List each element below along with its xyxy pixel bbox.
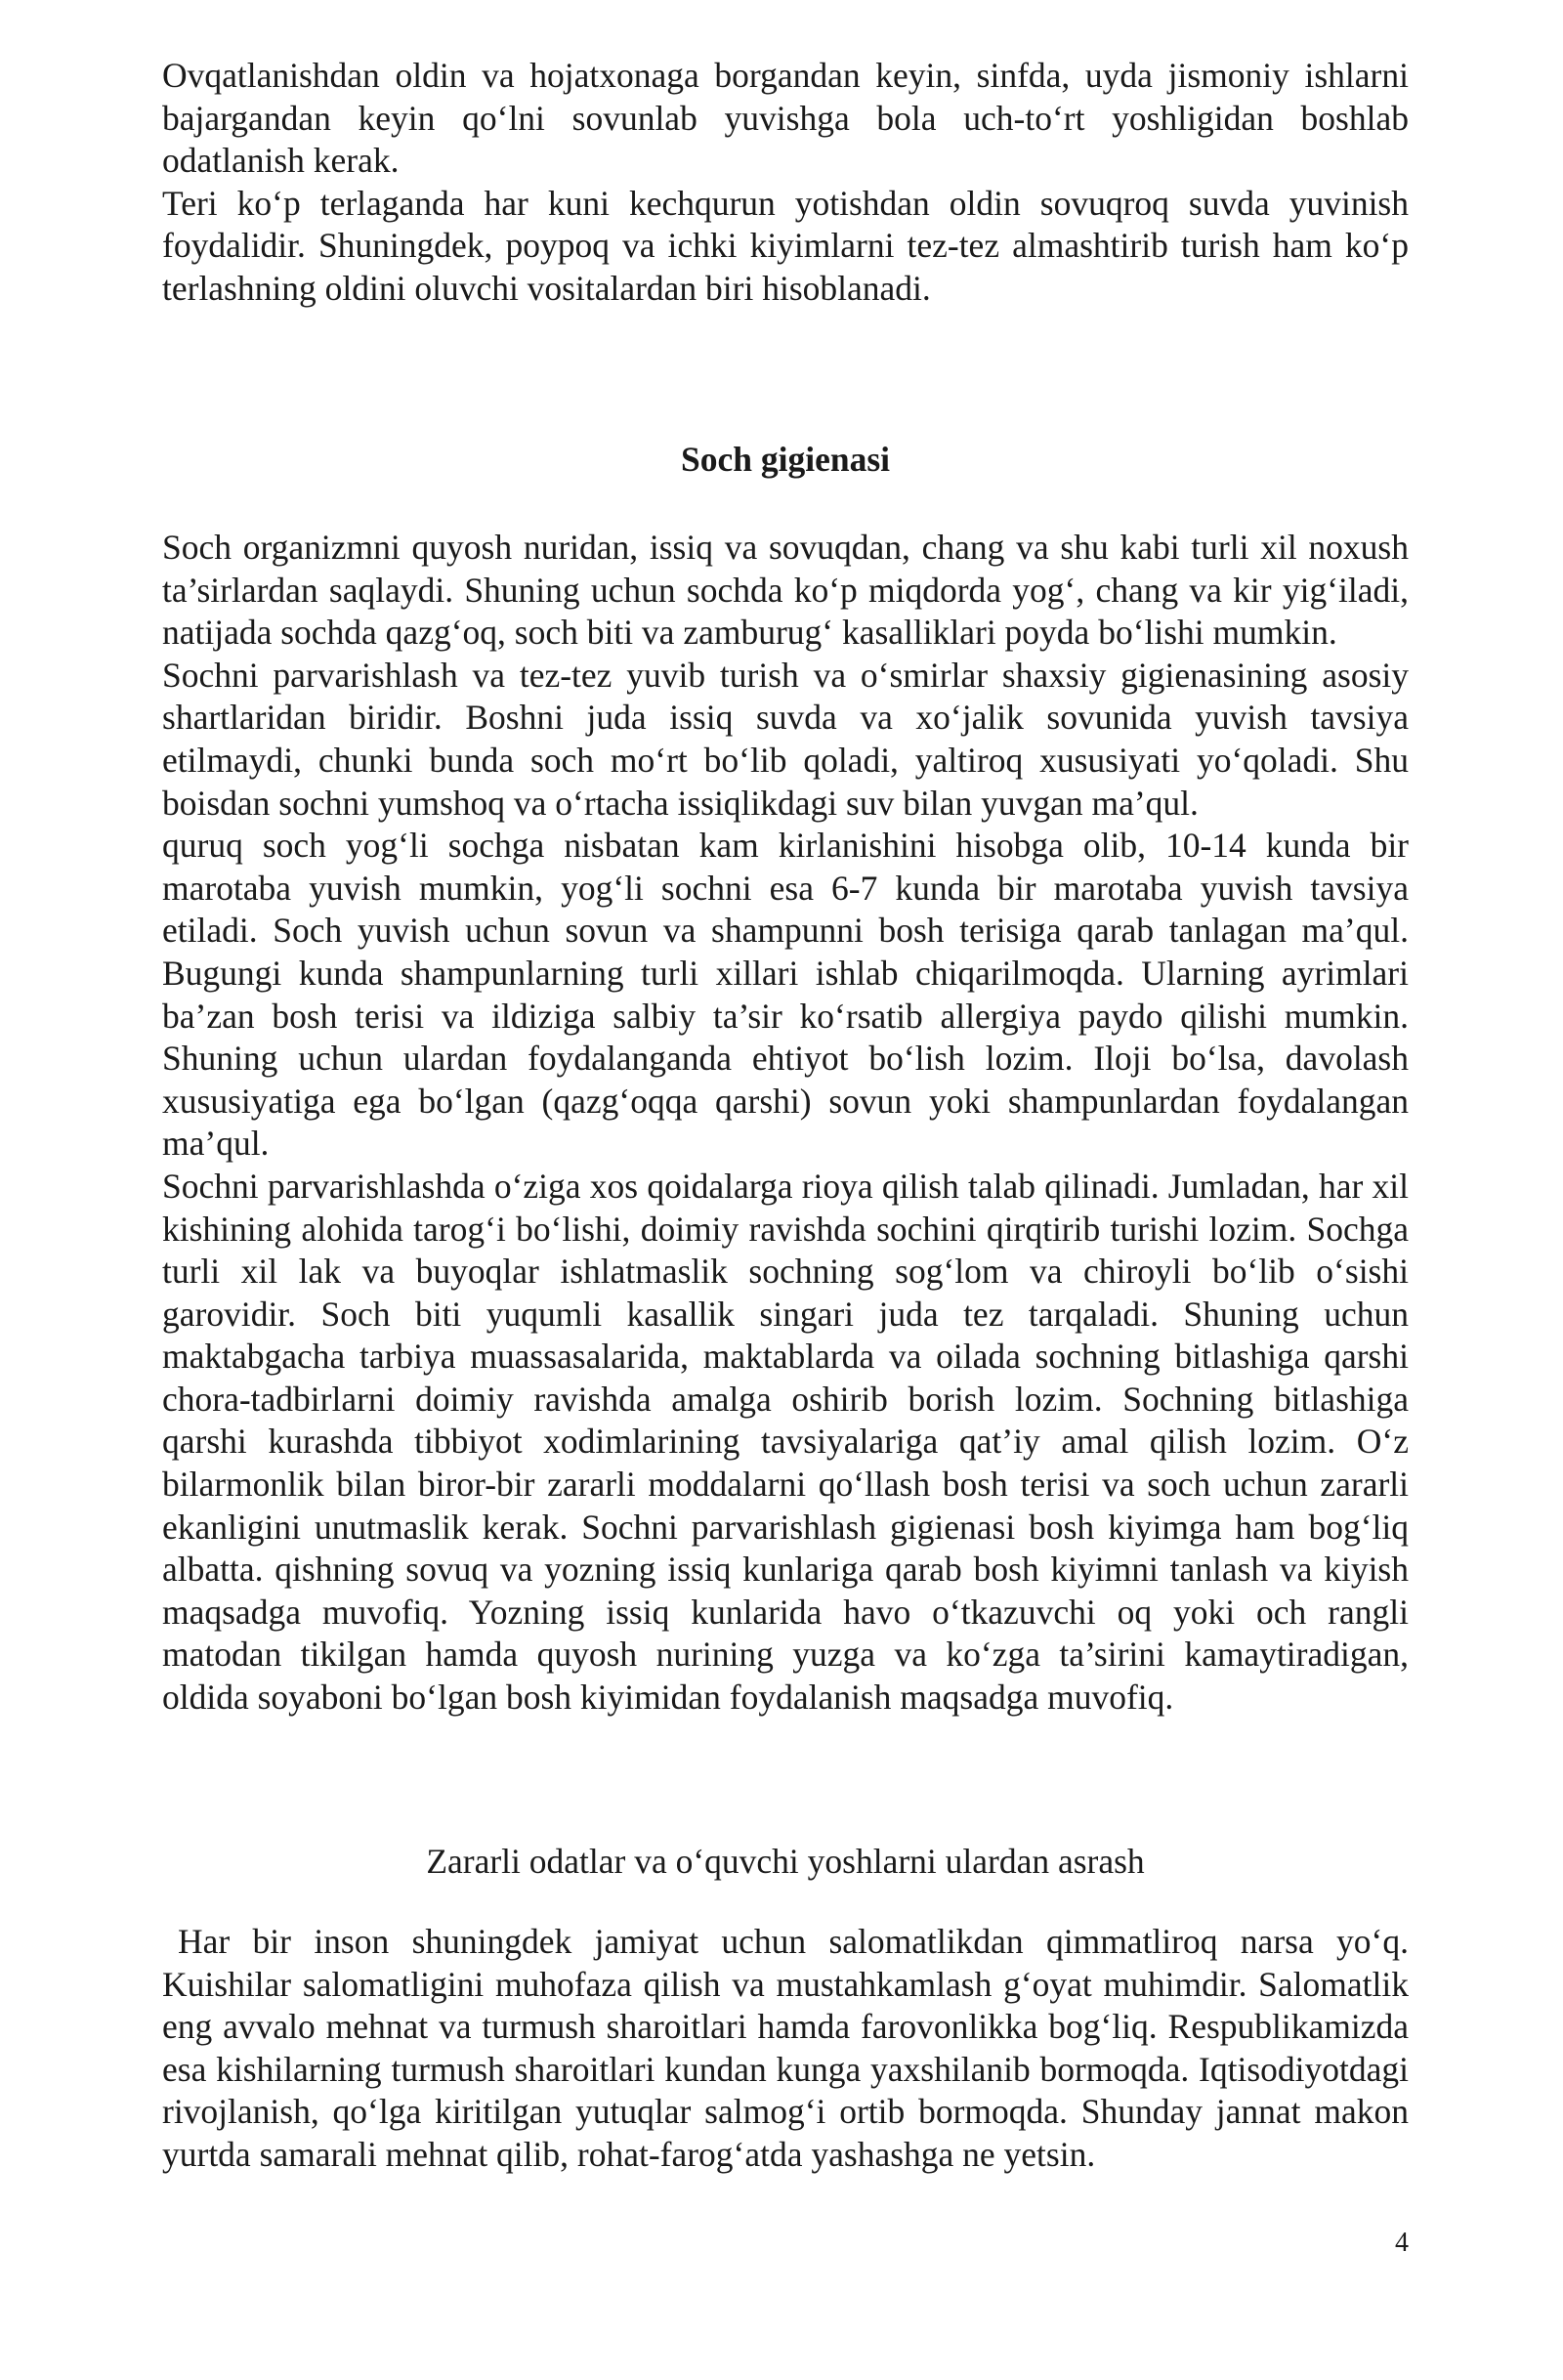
intro-block — [162, 55, 1409, 311]
intro-paragraph-1: Ovqatlanishdan oldin va hojatxonaga borgandan keyin, sinfda, uyda jismoniy ishlarni bajargandan keyin qo‘lni sovunlab yuvishga bola uch-to‘rt yoshligidan boshlab odatlanish kerak. — [162, 56, 1409, 181]
section-soch-gigienasi-body — [162, 527, 1409, 1720]
soch-paragraph-1: Soch organizmni quyosh nuridan, issiq va sovuqdan, chang va shu kabi turli xil noxush ta’sirlardan saqlaydi. Shuning uchun sochda ko‘p miqdorda yog‘, chang va kir yig‘iladi, natijada sochda qazg‘oq, soch biti va zamburug‘ kasalliklari poyda bo‘lishi mumkin. — [162, 528, 1409, 653]
soch-paragraph-2: Sochni parvarishlash va tez-tez yuvib turish va o‘smirlar shaxsiy gigienasining asosiy shartlaridan biridir. Boshni juda issiq suvda va xo‘jalik sovunida yuvish tavsiya etilmaydi, chunki bunda soch mo‘rt bo‘lib qoladi, yaltiroq xususiyati yo‘qoladi. Shu boisdan sochni yumshoq va o‘rtacha issiqlikdagi suv bilan yuvgan ma’qul. — [162, 655, 1409, 823]
intro-paragraph-2: Teri ko‘p terlaganda har kuni kechqurun yotishdan oldin sovuqroq suvda yuvinish foydalidir. Shuningdek, poypoq va ichki kiyimlarni tez-tez almashtirib turish ham ko‘p terlashning oldini oluvchi vositalardan biri hisoblanadi. — [162, 183, 1409, 308]
page-number: 4 — [1395, 2228, 1409, 2258]
section-heading-soch-gigienasi: Soch gigienasi — [680, 440, 891, 479]
soch-paragraph-3: quruq soch yog‘li sochga nisbatan kam kirlanishini hisobga olib, 10-14 kunda bir marotaba yuvish mumkin, yog‘li sochni esa 6-7 kunda bir marotaba yuvish tavsiya etiladi. Soch yuvish uchun sovun va shampunni bosh terisiga qarab tanlagan ma’qul. Bugungi kunda shampunlarning turli xillari ishlab chiqarilmoqda. Ularning ayrimlari ba’zan bosh terisi va ildiziga salbiy ta’sir ko‘rsatib allergiya paydo qilishi mumkin. Shuning uchun ulardan foydalanganda ehtiyot bo‘lish lozim. Iloji bo‘lsa, davolash xususiyatiga ega bo‘lgan (qazg‘oqqa qarshi) sovun yoki shampunlardan foydalangan ma’qul. — [162, 826, 1409, 1164]
section-zararli-odatlar-body — [162, 1921, 1409, 2177]
soch-paragraph-4: Sochni parvarishlashda o‘ziga xos qoidalarga rioya qilish talab qilinadi. Jumladan, har xil kishining alohida tarog‘i bo‘lishi, doimiy ravishda sochini qirqtirib turishi lozim. Sochga turli xil lak va buyoqlar ishlatmaslik sochning sog‘lom va chiroyli bo‘lib o‘sishi garovidir. Soch biti yuqumli kasallik singari juda tez tarqaladi. Shuning uchun maktabgacha tarbiya muassasalarida, maktablarda va oilada sochning bitlashiga qarshi chora-tadbirlarni doimiy ravishda amalga oshirib borish lozim. Sochning bitlashiga qarshi kurashda tibbiyot xodimlarining tavsiyalariga qat’iy amal qilish lozim. O‘z bilarmonlik bilan biror-bir zararli moddalarni qo‘llash bosh terisi va soch uchun zararli ekanligini unutmaslik kerak. Sochni parvarishlash gigienasi bosh kiyimga ham bog‘liq albatta. qishning sovuq va yozning issiq kunlariga qarab bosh kiyimni tanlash va kiyish maqsadga muvofiq. Yozning issiq kunlarida havo o‘tkazuvchi oq yoki och rangli matodan tikilgan hamda quyosh nurining yuzga va ko‘zga ta’sirini kamaytiradigan, oldida soyaboni bo‘lgan bosh kiyimidan foydalanish maqsadga muvofiq. — [162, 1166, 1409, 1718]
zararli-paragraph-1: Har bir inson shuningdek jamiyat uchun salomatlikdan qimmatliroq narsa yo‘q. Kuishilar salomatligini muhofaza qilish va mustahkamlash g‘oyat muhimdir. Salomatlik eng avvalo mehnat va turmush sharoitlari hamda farovonlikka bog‘liq. Respublikamizda esa kishilarning turmush sharoitlari kundan kunga yaxshilanib bormoqda. Iqtisodiyotdagi rivojlanish, qo‘lga kiritilgan yutuqlar salmog‘i ortib bormoqda. Shunday jannat makon yurtda samarali mehnat qilib, rohat-farog‘atda yashashga ne yetsin. — [162, 1922, 1409, 2174]
section-heading-zararli-odatlar: Zararli odatlar va o‘quvchi yoshlarni ulardan asrash — [426, 1842, 1145, 1881]
document-page — [162, 55, 1409, 2174]
